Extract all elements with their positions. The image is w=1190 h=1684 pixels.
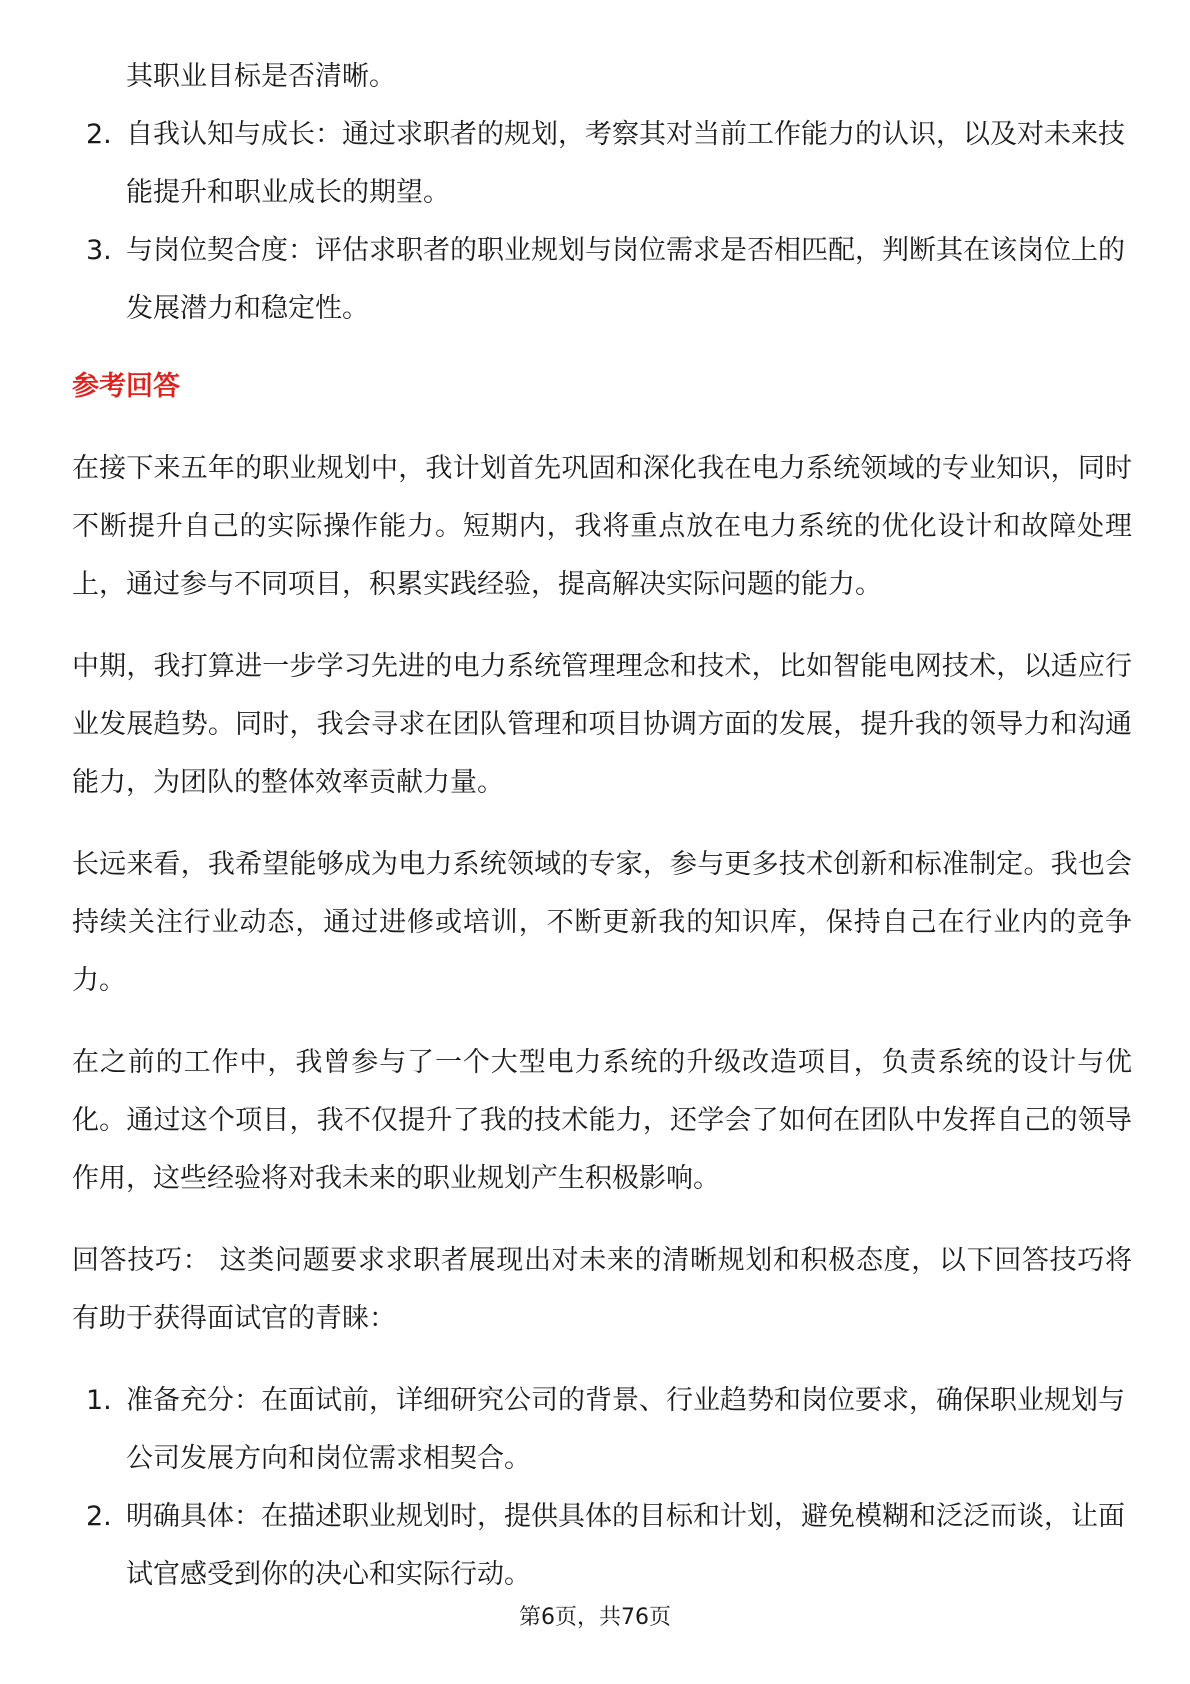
list-item [72, 222, 1132, 338]
list-item [72, 106, 1132, 222]
answer-paragraph: 在之前的工作中，我曾参与了一个大型电力系统的升级改造项目，负责系统的设计与优化。通过这个项目，我不仅提升了我的技术能力，还学会了如何在团队中发挥自己的领导作用，这些经验将对我未来的职业规划产生积极影响。 [72, 1047, 1132, 1194]
list-item [72, 1372, 1132, 1488]
list-number: 2. [86, 119, 112, 150]
evaluation-list [72, 106, 1132, 338]
list-continuation: 其职业目标是否清晰。 [126, 61, 396, 92]
answer-paragraph: 中期，我打算进一步学习先进的电力系统管理理念和技术，比如智能电网技术，以适应行业发展趋势。同时，我会寻求在团队管理和项目协调方面的发展，提升我的领导力和沟通能力，为团队的整体效率贡献力量。 [72, 651, 1132, 798]
list-text: 自我认知与成长：通过求职者的规划，考察其对当前工作能力的认识，以及对未来技能提升和职业成长的期望。 [126, 119, 1125, 208]
list-number: 2. [86, 1501, 112, 1532]
section-heading: 参考回答 [72, 371, 180, 402]
list-number: 3. [86, 235, 112, 266]
answer-paragraph: 长远来看，我希望能够成为电力系统领域的专家，参与更多技术创新和标准制定。我也会持续关注行业动态，通过进修或培训，不断更新我的知识库，保持自己在行业内的竞争力。 [72, 849, 1132, 996]
tips-list [72, 1372, 1132, 1604]
page-footer: 第6页，共76页 [519, 1605, 671, 1630]
list-number: 1. [86, 1385, 112, 1416]
tips-intro: 回答技巧： 这类问题要求求职者展现出对未来的清晰规划和积极态度，以下回答技巧将有助于获得面试官的青睐： [72, 1245, 1132, 1334]
answer-paragraph: 在接下来五年的职业规划中，我计划首先巩固和深化我在电力系统领域的专业知识，同时不断提升自己的实际操作能力。短期内，我将重点放在电力系统的优化设计和故障处理上，通过参与不同项目，积累实践经验，提高解决实际问题的能力。 [72, 453, 1132, 600]
list-text: 明确具体：在描述职业规划时，提供具体的目标和计划，避免模糊和泛泛而谈，让面试官感受到你的决心和实际行动。 [126, 1501, 1125, 1590]
list-text: 准备充分：在面试前，详细研究公司的背景、行业趋势和岗位要求，确保职业规划与公司发展方向和岗位需求相契合。 [126, 1385, 1125, 1474]
page-content [72, 48, 1132, 1604]
list-item [72, 1488, 1132, 1604]
list-text: 与岗位契合度：评估求职者的职业规划与岗位需求是否相匹配，判断其在该岗位上的发展潜力和稳定性。 [126, 235, 1125, 324]
